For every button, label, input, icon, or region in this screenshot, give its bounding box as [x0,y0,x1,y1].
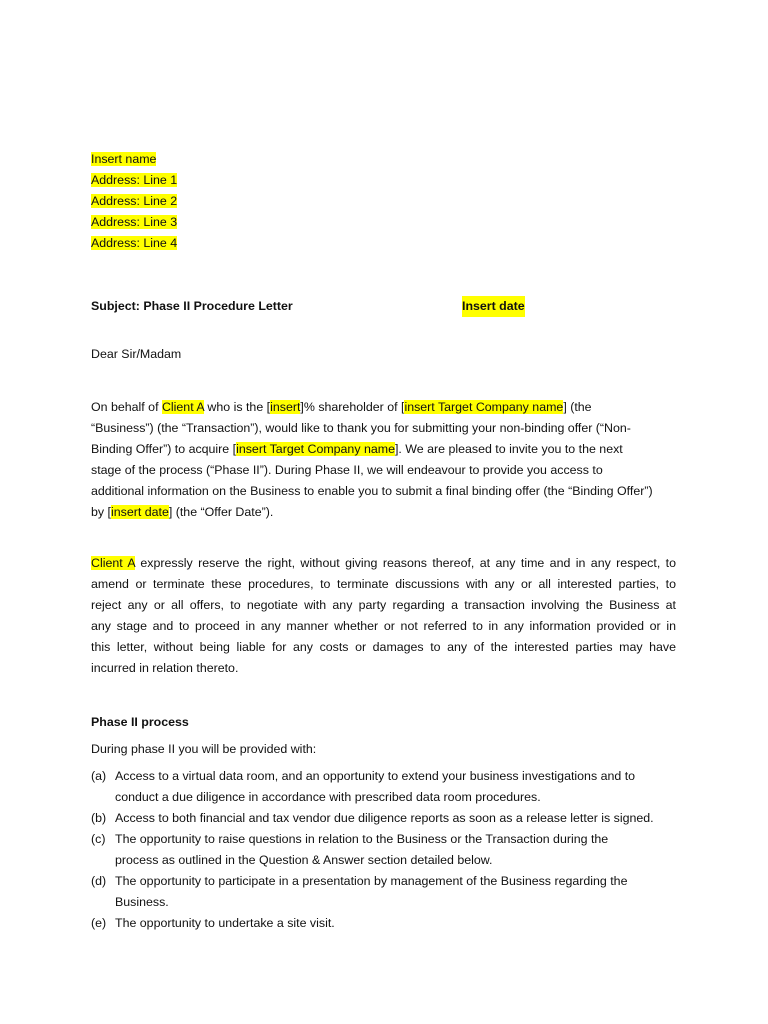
recipient-address-block [91,149,676,254]
list-item-text: Business. [115,895,169,909]
p1-line-5: additional information on the Business to enable you to submit a final binding offer (the “Binding Offer”) [91,484,653,498]
list-item [91,829,676,871]
client-name-placeholder[interactable]: Client A [91,556,135,570]
p1-text: On behalf of [91,400,162,414]
list-item-label: (b) [91,811,107,825]
p1-text: who is the [ [203,400,271,414]
shareholding-placeholder[interactable]: insert [270,400,301,414]
p1-text: Binding Offer”) to acquire [ [91,442,237,456]
address-line-1[interactable]: Address: Line 1 [91,173,178,187]
list-item-text: conduct a due diligence in accordance with prescribed data room procedures. [115,790,541,804]
list-item [91,871,676,913]
list-item-text: The opportunity to raise questions in relation to the Business or the Transaction during the [115,832,609,846]
subject-line: Subject: Phase II Procedure Letter [91,299,293,313]
p1-line-2: “Business”) (the “Transaction”), would like to thank you for submitting your non-binding offer (“Non- [91,421,631,435]
target-company-placeholder[interactable]: insert Target Company name [404,400,564,414]
p2-line-6: incurred in relation thereto. [91,661,239,675]
section-heading-phase-ii: Phase II process [91,715,189,729]
list-item-label: (d) [91,874,107,888]
list-item-label: (c) [91,832,106,846]
client-name-placeholder[interactable]: Client A [161,400,204,414]
paragraph-reservation-of-rights [91,553,676,679]
salutation: Dear Sir/Madam [91,347,182,361]
target-company-placeholder[interactable]: insert Target Company name [236,442,395,456]
phase-ii-intro: During phase II you will be provided with: [91,742,317,756]
list-item [91,913,676,934]
list-item-text: process as outlined in the Question & Answer section detailed below. [115,853,493,867]
p2-line-4: any stage and to proceed in any manner whether or not referred to in any information provided or in [91,619,676,633]
letter-date[interactable]: Insert date [462,296,525,317]
list-item [91,808,676,829]
recipient-name[interactable]: Insert name [91,152,157,166]
phase-ii-list [91,766,676,934]
list-item-text: The opportunity to undertake a site visit. [115,916,335,930]
p2-text: expressly reserve the right, without giving reasons thereof, at any time and in any respect, to [134,556,676,570]
list-item-label: (a) [91,769,107,783]
p1-text: ]% shareholder of [ [300,400,405,414]
list-item-text: Access to both financial and tax vendor due diligence reports as soon as a release letter is signed. [115,811,654,825]
p1-text: ] (the “Offer Date”). [168,505,274,519]
p2-line-2: amend or terminate these procedures, to terminate discussions with any or all interested parties, to [91,577,676,591]
p2-line-3: reject any or all offers, to negotiate with any party regarding a transaction involving the Business at [91,598,676,612]
list-item-text: The opportunity to participate in a presentation by management of the Business regarding the [115,874,628,888]
p1-line-4: stage of the process (“Phase II”). During Phase II, we will endeavour to provide you access to [91,463,603,477]
address-line-2[interactable]: Address: Line 2 [91,194,178,208]
p2-line-5: this letter, without being liable for any costs or damages to any of the interested parties may have [91,640,676,654]
list-item-text: Access to a virtual data room, and an opportunity to extend your business investigations and to [115,769,636,783]
p1-text: by [ [91,505,111,519]
p1-text: ]. We are pleased to invite you to the next [394,442,623,456]
p1-text: ] (the [563,400,592,414]
address-line-4[interactable]: Address: Line 4 [91,236,178,250]
address-line-3[interactable]: Address: Line 3 [91,215,178,229]
list-item-label: (e) [91,916,107,930]
list-item [91,766,676,808]
offer-date-placeholder[interactable]: insert date [110,505,169,519]
subject-row [91,296,676,317]
paragraph-offer-invitation [91,397,676,523]
